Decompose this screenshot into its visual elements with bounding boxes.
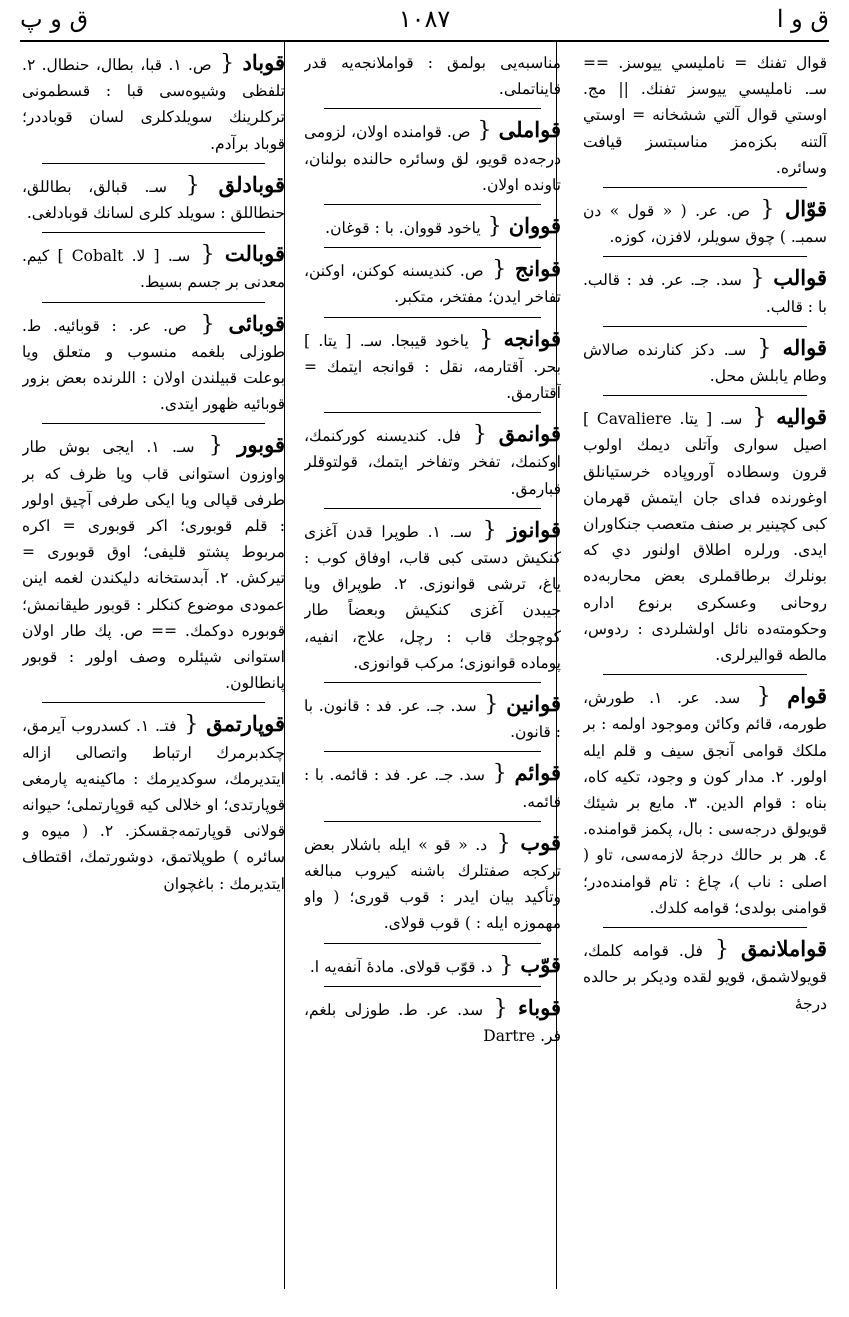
headword-brace: { bbox=[468, 326, 504, 352]
entry-definition: ياخود قيبجا. سـ. [ يتا. ] بحر. آقتارمه، نقل : قوانجه ايتمك = آقتارمق. bbox=[304, 331, 561, 403]
entry-definition: ص. ١. قبا، بطال، حنطال. ٢. تلفظى وشيوه‌سى قبا : قسطمونى تركلرينك سويلدكلرى لسان قوباددر؛ قوباد برآدم. bbox=[22, 56, 285, 153]
dictionary-entry bbox=[583, 404, 827, 668]
headword-brace: { bbox=[750, 197, 786, 223]
dictionary-entry bbox=[304, 760, 561, 814]
header-letters-right: ق و ا bbox=[776, 5, 829, 33]
dictionary-entry bbox=[22, 432, 285, 696]
entry-headword: قوانوز bbox=[507, 516, 561, 542]
column-left bbox=[22, 50, 285, 1287]
entry-separator bbox=[42, 423, 265, 424]
entry-separator bbox=[42, 232, 265, 233]
entry-definition: مناسبه‌يى بولمق : قواملانجه‌يه قدر قايناتملى. bbox=[304, 54, 561, 99]
entry-headword: قواملانمق bbox=[741, 936, 827, 962]
entry-separator bbox=[603, 395, 807, 396]
entry-definition: سـ. قبالق، بطاللق، حنطاللق : سويلد كلرى لسانك قوبادلغى. bbox=[22, 177, 285, 223]
entry-separator bbox=[42, 302, 265, 303]
entry-headword: قوانمق bbox=[498, 421, 561, 447]
entry-headword: قوبور bbox=[237, 432, 285, 458]
entry-definition: سـ. ١. ايجى بوش طار واوزون استوانى قاب ويا ظرف كه بر طرفى قپالى ويا ايكى طرفى آچيق اولور : قلم قوبورى؛ اكر قوبورى = اكره مربوط پشتو قليفى؛ اوق قوبورى = تيركش. ٢. آبدستخانه دليكندن لغمه اينن عمودى موضوع كنكلر : قوبور طيقانمش؛ قوبوره دوكمك. == ص. پك طار اولان استوانى شيئلره وصف اولور : قوبور پانطالون. bbox=[22, 438, 285, 693]
entry-definition: سـ. [ لا. Cobalt ] كيم. معدنى بر جسم بسيط. bbox=[22, 247, 285, 292]
dictionary-entry bbox=[304, 995, 561, 1049]
headword-brace: { bbox=[480, 214, 509, 240]
headword-brace: { bbox=[487, 830, 521, 856]
dictionary-entry bbox=[583, 683, 827, 921]
dictionary-entry bbox=[22, 50, 285, 157]
entry-headword: قوباء bbox=[517, 994, 561, 1020]
entry-headword: قوپارتمق bbox=[206, 711, 285, 737]
headword-brace: { bbox=[190, 242, 225, 268]
entry-headword: قوباد bbox=[242, 50, 285, 75]
dictionary-entry bbox=[583, 50, 827, 181]
entry-definition: سد. عر. ط. طوزلى بلغم، فر. Dartre bbox=[304, 1000, 561, 1046]
dictionary-entry bbox=[583, 265, 827, 319]
dictionary-entry bbox=[22, 172, 285, 226]
entry-definition: سد. جـ. عر. فد : قانون. با : قانون. bbox=[304, 697, 561, 742]
column-middle bbox=[304, 50, 561, 1287]
entry-headword: قوبالت bbox=[224, 241, 285, 267]
entry-definition: سـ. [ يتا. Cavaliere ] اصيل سوارى وآتلى ديمك اولوب قرون وسطاده آوروپاده خرستيانلق اوغورنده فداى جان ايتمش قهرمان كبى كچينير بر صنف متعصب جنكاوران ايدى. ورلره اطلاق اولنور دي كه بونلرك برطاقملرى بعض محاربه‌ده روحانى وعسكرى برنوع اداره وحكومته‌ده نائل اولشلردى : ردوس، مالطه قواليرلرى. bbox=[583, 410, 827, 665]
entry-separator bbox=[324, 986, 541, 987]
entry-separator bbox=[324, 682, 541, 683]
entry-definition: سـ. ١. طوپرا قدن آغزى كنكيش دستى كبى قاب، اوفاق كوب : ياغ، ترشى قوانوزى. ٢. طوپراق ويا جيبدن آغزى كنكيش وبعضاً طار كوچوجك قاب : رچل، علاج، انفيه، پوماده قوانوزى؛ مركب قوانوزى. bbox=[304, 522, 561, 672]
dictionary-entry bbox=[304, 952, 561, 980]
column-right bbox=[583, 50, 827, 1287]
dictionary-entry bbox=[583, 936, 827, 1017]
header-letters-left: ق و پ bbox=[20, 5, 89, 33]
entry-headword: قواليه bbox=[776, 404, 827, 430]
entry-headword: قوبائى bbox=[228, 310, 285, 336]
headword-brace: { bbox=[211, 51, 243, 76]
dictionary-entry bbox=[304, 830, 561, 937]
entry-headword: قوانج bbox=[514, 256, 561, 282]
headword-brace: { bbox=[186, 311, 229, 337]
dictionary-entry bbox=[304, 117, 561, 198]
entry-headword: قوانجه bbox=[503, 325, 561, 351]
entry-separator bbox=[324, 821, 541, 822]
entry-headword: قوائم bbox=[514, 760, 561, 786]
dictionary-entry bbox=[22, 711, 285, 896]
entry-separator bbox=[603, 187, 807, 188]
entry-headword: قواملى bbox=[498, 117, 561, 143]
entry-definition: د. قوّب قولاى. مادهٔ آنفه‌يه ا. bbox=[309, 957, 493, 976]
entry-separator bbox=[42, 702, 265, 703]
headword-brace: { bbox=[471, 517, 508, 543]
page-header bbox=[20, 4, 829, 34]
entry-separator bbox=[603, 256, 807, 257]
headword-brace: { bbox=[483, 995, 518, 1021]
headword-brace: { bbox=[702, 937, 741, 963]
dictionary-entry bbox=[304, 213, 561, 241]
headword-brace: { bbox=[741, 266, 774, 292]
headword-brace: { bbox=[485, 761, 515, 787]
entry-headword: قوّال bbox=[785, 196, 827, 222]
headword-brace: { bbox=[194, 433, 238, 459]
entry-separator bbox=[324, 751, 541, 752]
headword-brace: { bbox=[740, 684, 788, 710]
entry-separator bbox=[603, 927, 807, 928]
dictionary-entry bbox=[583, 196, 827, 250]
entry-definition: ص. عر. : قوبائيه. ط. طوزلى بلغمه منسوب و متعلق ويا بوعلت قبيلندن اولان : اللرنده بعض بزور قوبائيه ظهور ايتدى. bbox=[22, 316, 285, 414]
entry-headword: قوالب bbox=[773, 265, 827, 291]
headword-brace: { bbox=[492, 952, 521, 978]
entry-definition: ص. كنديسنه كوكنن، اوكنن، تفاخر ايدن؛ مفتخر، متكبر. bbox=[304, 262, 561, 307]
dictionary-entry bbox=[304, 517, 561, 676]
headword-brace: { bbox=[470, 118, 499, 144]
entry-separator bbox=[324, 204, 541, 205]
dictionary-entry bbox=[304, 691, 561, 745]
entry-definition: سـ. دكز كنارنده صالاش وطام يابلش محل. bbox=[583, 340, 827, 386]
entry-definition: سد. جـ. عر. فد : قالب. با : قالب. bbox=[583, 271, 827, 316]
headword-brace: { bbox=[176, 712, 207, 738]
entry-separator bbox=[324, 317, 541, 318]
entry-headword: قوانين bbox=[506, 691, 561, 717]
entry-separator bbox=[324, 108, 541, 109]
entry-separator bbox=[324, 412, 541, 413]
page-number: ١٠٨٧ bbox=[398, 5, 451, 33]
dictionary-entry bbox=[304, 421, 561, 502]
entry-definition: ياخود قووان. با : قوغان. bbox=[325, 219, 481, 238]
entry-separator bbox=[603, 326, 807, 327]
entry-definition: فتـ. ١. كسدروب آيرمق، چكدبرمرك ارتباط واتصالى ازاله ايتديرمك، سوكديرمك : ماكينه‌يه پارمغى قوپارتدى؛ او خلالى كيه قوپارتملى؛ حيوانه قولانى قوپارتمه‌جقسكز. ٢. ( ميوه و سائره ) طوپلاتمق، دوشورتمك، اقتطاف ايتديرمك : باغچوان bbox=[22, 717, 285, 893]
headword-brace: { bbox=[483, 257, 515, 283]
headword-brace: { bbox=[476, 692, 507, 718]
entry-headword: قوب bbox=[520, 829, 561, 855]
entry-separator bbox=[42, 163, 265, 164]
entry-headword: قواله bbox=[782, 334, 827, 360]
entry-definition: ص. عر. ( « قول » دن سمبـ. ) چوق سويلر، لافزن، كوزه. bbox=[583, 202, 827, 247]
entry-headword: قووان bbox=[508, 213, 561, 239]
entry-definition: فل. كنديسنه كوركنمك، اوكنمك، تفخر وتفاخر ايتمك، قولتوقلر قبارمق. bbox=[304, 427, 561, 498]
dictionary-entry bbox=[583, 335, 827, 389]
entry-definition: د. « قو » ايله باشلار بعض تركجه صفتلرك باشنه كيروب مبالغه وتأكيد بيان ايدر : قوب قورى؛ ( واو مهموزه ايله : ) قوب قولاى. bbox=[304, 835, 561, 933]
entry-definition: فل. قوامه كلمك، قويولاشمق، قويو لقده وديكر بر حالده درجهٔ bbox=[583, 942, 827, 1013]
dictionary-entry bbox=[22, 311, 285, 418]
entry-separator bbox=[324, 508, 541, 509]
entry-headword: قوام bbox=[787, 683, 827, 709]
entry-headword: قوّب bbox=[520, 951, 561, 977]
headword-brace: { bbox=[461, 422, 499, 448]
entry-definition: سد. عر. ١. طورش، طورمه، قائم وكائن وموجود اولمه : بر ملكك قوامى آنجق سيف و قلم ايله اولور. ٢. مدار كون و وجود، تكيه كاه، بناه : قوام الدين. ٣. مايع بر شيئك قويولق درجه‌سى : بال، پكمز قوامنده. ٤. هر بر حالك درجهٔ لازمه‌سى، تاو ( اصلى : ناب )، چاغ : تام قوامنده‌در؛ قوامنى بولدى؛ قوامه كلدك. bbox=[583, 689, 827, 917]
dictionary-entry bbox=[304, 50, 561, 102]
headword-brace: { bbox=[742, 405, 777, 431]
headword-brace: { bbox=[166, 172, 219, 198]
entry-definition: ص. قوامنده اولان، لزومى درجه‌ده قويو، لق وسائره حالنده بولنان، تاونده اولان. bbox=[304, 123, 561, 194]
headword-brace: { bbox=[746, 335, 783, 361]
entry-headword: قوبادلق bbox=[218, 171, 285, 197]
entry-separator bbox=[324, 247, 541, 248]
header-rule bbox=[20, 40, 829, 42]
entry-definition: سد. جـ. عر. فد : قائمه. با : قائمه. bbox=[304, 766, 561, 811]
dictionary-entry bbox=[304, 326, 561, 407]
dictionary-entry bbox=[22, 241, 285, 295]
entry-definition: قوال تفنك = نامليسي ييوسز. == سـ. نامليسي ييوسز تفنك. || مج. اوستي قوال آلتي ششخانه = اوستي آلتنه بكزه‌مز مناسبتسز قيافت وسائره. bbox=[583, 54, 827, 177]
dictionary-entry bbox=[304, 256, 561, 310]
entry-separator bbox=[324, 943, 541, 944]
entry-separator bbox=[603, 674, 807, 675]
